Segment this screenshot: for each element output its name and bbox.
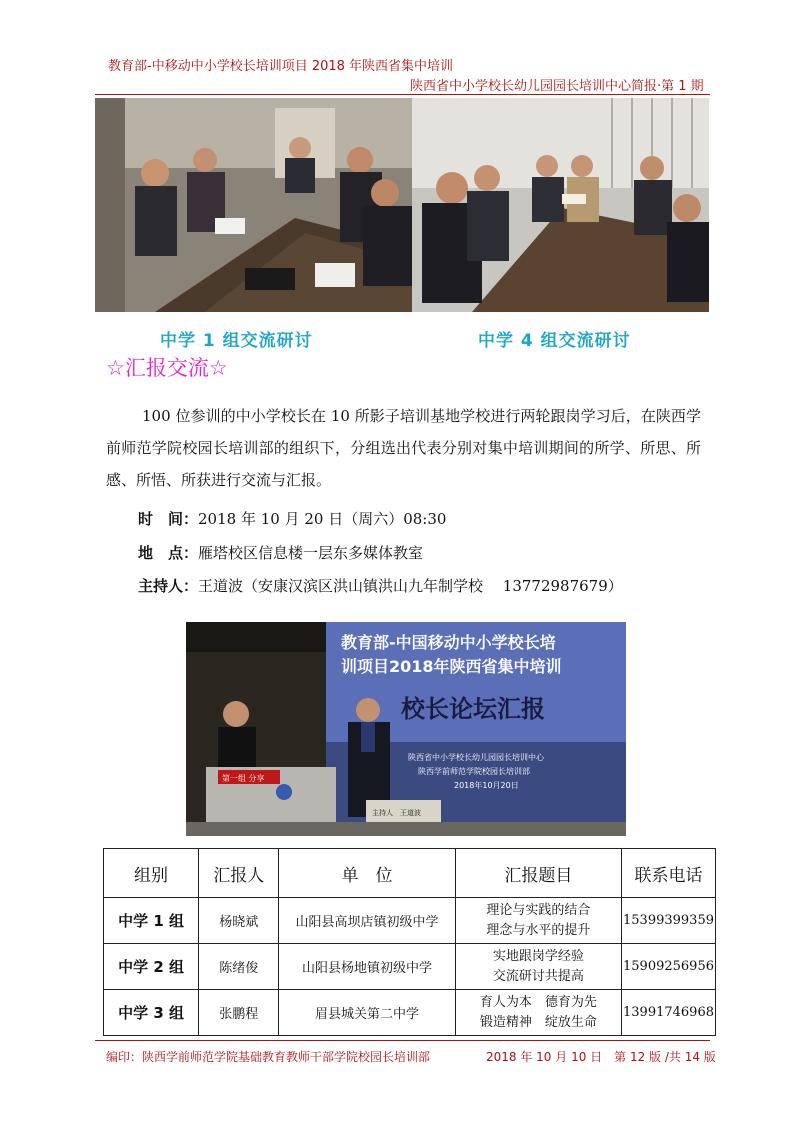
photo-forum-stage	[186, 622, 626, 836]
screen-line6: 2018年10月20日	[454, 781, 519, 790]
cell-topic	[455, 898, 621, 944]
table-row	[104, 944, 716, 990]
section-title: ☆汇报交流☆	[106, 356, 228, 380]
cell-reporter: 杨晓斌	[199, 898, 279, 944]
col-header-phone: 联系电话	[622, 849, 716, 898]
footer-publisher: 编印：陕西学前师范学院基础教育教师干部学院校园长培训部	[106, 1050, 431, 1064]
cell-group: 中学 3 组	[104, 990, 199, 1036]
groups-table	[103, 848, 716, 1036]
info-place	[138, 542, 423, 563]
host-label: 主持人：	[138, 577, 199, 595]
cell-phone: 15399399359	[622, 898, 716, 944]
info-time	[138, 508, 446, 529]
time-label: 时 间：	[138, 510, 199, 528]
col-header-reporter: 汇报人	[199, 849, 279, 898]
cell-unit: 眉县城关第二中学	[279, 990, 455, 1036]
screen-line2: 训项目2018年陕西省集中培训	[341, 657, 562, 676]
topic-line: 理念与水平的提升	[486, 922, 591, 938]
footer-divider	[95, 1040, 710, 1041]
host-sign: 主持人 王道波	[372, 809, 421, 817]
topic-line: 育人为本 德育为先	[479, 994, 597, 1010]
header-right-title: 陕西省中小学校长幼儿园园长培训中心简报·第 1 期	[410, 79, 704, 94]
screen-line5: 陕西学前师范学院校园长培训部	[418, 767, 530, 776]
cell-topic	[455, 944, 621, 990]
topic-line: 理论与实践的结合	[486, 902, 591, 918]
cell-reporter: 陈绪俊	[199, 944, 279, 990]
host-value: 王道波（安康汉滨区洪山镇洪山九年制学校 13772987679）	[198, 577, 623, 595]
cell-phone: 13991746968	[622, 990, 716, 1036]
cell-reporter: 张鹏程	[199, 990, 279, 1036]
topic-line: 实地跟岗学经验	[492, 948, 584, 964]
time-value: 2018 年 10 月 20 日（周六）08:30	[198, 510, 447, 528]
col-header-unit: 单 位	[279, 849, 455, 898]
photo-group4-discussion	[412, 98, 709, 312]
header-left-title: 教育部-中移动中小学校长培训项目 2018 年陕西省集中培训	[108, 59, 454, 74]
cell-group: 中学 1 组	[104, 898, 199, 944]
header-divider	[95, 94, 710, 95]
photo-caption-right: 中学 4 组交流研讨	[478, 331, 631, 351]
photo-group1-discussion	[95, 98, 412, 312]
table-row	[104, 990, 716, 1036]
place-label: 地 点：	[138, 544, 199, 562]
col-header-topic: 汇报题目	[455, 849, 621, 898]
topic-line: 锻造精神 绽放生命	[479, 1014, 597, 1030]
place-value: 雁塔校区信息楼一层东多媒体教室	[198, 544, 424, 562]
screen-line3: 校长论坛汇报	[401, 695, 545, 723]
cell-topic	[455, 990, 621, 1036]
info-host	[138, 575, 623, 596]
cell-group: 中学 2 组	[104, 944, 199, 990]
col-header-group: 组别	[104, 849, 199, 898]
table-header-row	[104, 849, 716, 898]
photo-caption-left: 中学 1 组交流研讨	[160, 331, 313, 351]
topic-line: 交流研讨共提高	[492, 968, 584, 984]
footer-date-page: 2018 年 10 月 10 日 第 12 版 /共 14 版	[486, 1050, 716, 1064]
screen-line4: 陕西省中小学校长幼儿园园长培训中心	[408, 753, 544, 762]
podium-sign: 第一组 分享	[222, 774, 265, 783]
cell-phone: 15909256956	[622, 944, 716, 990]
intro-paragraph: 100 位参训的中小学校长在 10 所影子培训基地学校进行两轮跟岗学习后，在陕西学前师范学院校园长培训部的组织下，分组选出代表分别对集中培训期间的所学、所思、所感、所悟、所获进行交流与汇报。	[106, 407, 701, 489]
table-row	[104, 898, 716, 944]
cell-unit: 山阳县杨地镇初级中学	[279, 944, 455, 990]
cell-unit: 山阳县高坝店镇初级中学	[279, 898, 455, 944]
screen-line1: 教育部-中国移动中小学校长培	[341, 633, 556, 652]
